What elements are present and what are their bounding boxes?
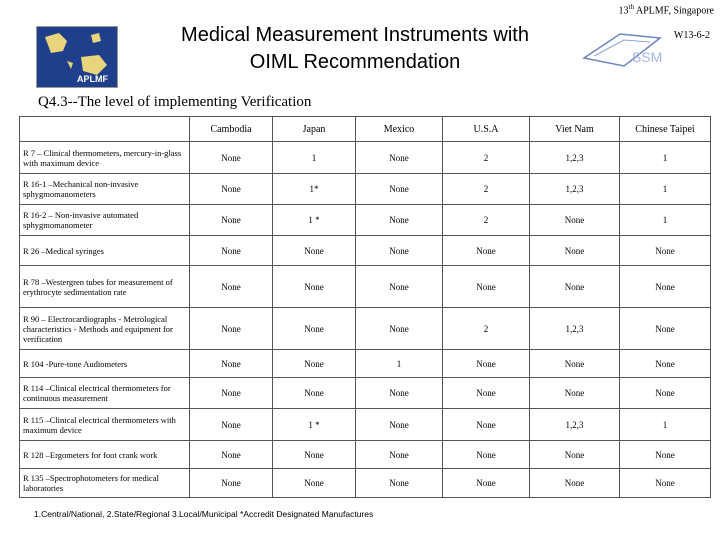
value-cell: None [443,378,530,409]
table-row [20,441,711,469]
value-cell: None [273,308,356,350]
value-cell: None [190,308,273,350]
value-cell: 1 [273,142,356,174]
value-cell: None [190,205,273,236]
value-cell: 1* [273,174,356,205]
table-row [20,236,711,266]
instrument-cell: R 7 – Clinical thermometers, mercury-in-glass with maximum device [20,142,190,174]
aplmf-logo [36,26,118,88]
instrument-cell: R 115 –Clinical electrical thermometers with maximum device [20,409,190,441]
value-cell: None [530,469,620,498]
value-cell: 1,2,3 [530,308,620,350]
value-cell: None [356,308,443,350]
value-cell: None [443,409,530,441]
value-cell: None [443,236,530,266]
value-cell: None [273,378,356,409]
value-cell: None [190,378,273,409]
value-cell: None [273,350,356,378]
instrument-cell: R 90 – Electrocardiographs - Metrological characteristics - Methods and equipment for verification [20,308,190,350]
value-cell: 1 [620,409,711,441]
value-cell: None [620,236,711,266]
value-cell: None [356,378,443,409]
value-cell: None [620,441,711,469]
value-cell: None [356,174,443,205]
value-cell: 2 [443,174,530,205]
svg-text:SSM: SSM [632,49,663,65]
verification-table [19,116,711,498]
value-cell: None [190,441,273,469]
value-cell: None [530,266,620,308]
value-cell: None [273,266,356,308]
value-cell: 1,2,3 [530,409,620,441]
column-header: Chinese Taipei [620,117,711,142]
value-cell: None [530,236,620,266]
value-cell: 1 [620,174,711,205]
table-row [20,205,711,236]
column-header: Japan [273,117,356,142]
value-cell: None [620,350,711,378]
value-cell: 1 * [273,409,356,441]
value-cell: None [530,350,620,378]
column-header: U.S.A [443,117,530,142]
table-row [20,350,711,378]
value-cell: None [356,236,443,266]
value-cell: None [356,441,443,469]
aplmf-logo-text: APLMF [77,74,108,84]
value-cell: None [530,205,620,236]
instrument-cell: R 16-1 –Mechanical non-invasive sphygmomanometers [20,174,190,205]
table-row [20,308,711,350]
table-row [20,409,711,441]
value-cell: None [443,441,530,469]
table-row [20,266,711,308]
value-cell: None [190,350,273,378]
table-row [20,174,711,205]
value-cell: None [190,266,273,308]
table-header-row [20,117,711,142]
title-line-1: Medical Measurement Instruments with [181,24,529,46]
oiml-logo-icon [580,28,670,70]
value-cell: None [620,378,711,409]
value-cell: 1 [620,205,711,236]
table-row [20,378,711,409]
value-cell: None [273,441,356,469]
value-cell: None [530,441,620,469]
value-cell: None [190,409,273,441]
instrument-cell: R 114 –Clinical electrical thermometers for continuous measurement [20,378,190,409]
value-cell: 1 * [273,205,356,236]
instrument-cell: R 128 –Ergometers for foot crank work [20,441,190,469]
instrument-cell: R 16-2 – Non-invasive automated sphygmomanometer [20,205,190,236]
value-cell: None [190,469,273,498]
question-heading: Q4.3--The level of implementing Verification [38,94,312,110]
value-cell: None [356,266,443,308]
value-cell: None [443,350,530,378]
column-header: Cambodia [190,117,273,142]
instrument-cell: R 78 –Westergren tubes for measurement of erythrocyte sedimentation rate [20,266,190,308]
value-cell: None [443,266,530,308]
value-cell: 1 [356,350,443,378]
value-cell: None [356,142,443,174]
value-cell: None [620,266,711,308]
page-title [135,22,575,76]
value-cell: None [356,469,443,498]
title-line-2: OIML Recommendation [249,51,461,73]
value-cell: 2 [443,142,530,174]
footnote: 1.Central/National, 2.State/Regional 3.Local/Municipal *Accredit Designated Manufactures [34,509,374,519]
value-cell: 2 [443,308,530,350]
value-cell: None [620,308,711,350]
column-header [20,117,190,142]
value-cell: 1 [620,142,711,174]
instrument-cell: R 104 -Pure-tone Audiometers [20,350,190,378]
value-cell: 2 [443,205,530,236]
value-cell: None [190,174,273,205]
document-code: W13-6-2 [673,30,710,41]
value-cell: 1,2,3 [530,174,620,205]
value-cell: None [356,205,443,236]
value-cell: None [273,469,356,498]
value-cell: None [530,378,620,409]
value-cell: None [356,409,443,441]
conference-note: 13th APLMF, Singapore [618,3,714,17]
instrument-cell: R 135 –Spectrophotometers for medical laboratories [20,469,190,498]
table-row [20,142,711,174]
column-header: Mexico [356,117,443,142]
table-row [20,469,711,498]
value-cell: None [443,469,530,498]
value-cell: None [620,469,711,498]
value-cell: None [190,236,273,266]
instrument-cell: R 26 –Medical syringes [20,236,190,266]
value-cell: 1,2,3 [530,142,620,174]
value-cell: None [190,142,273,174]
value-cell: None [273,236,356,266]
column-header: Viet Nam [530,117,620,142]
